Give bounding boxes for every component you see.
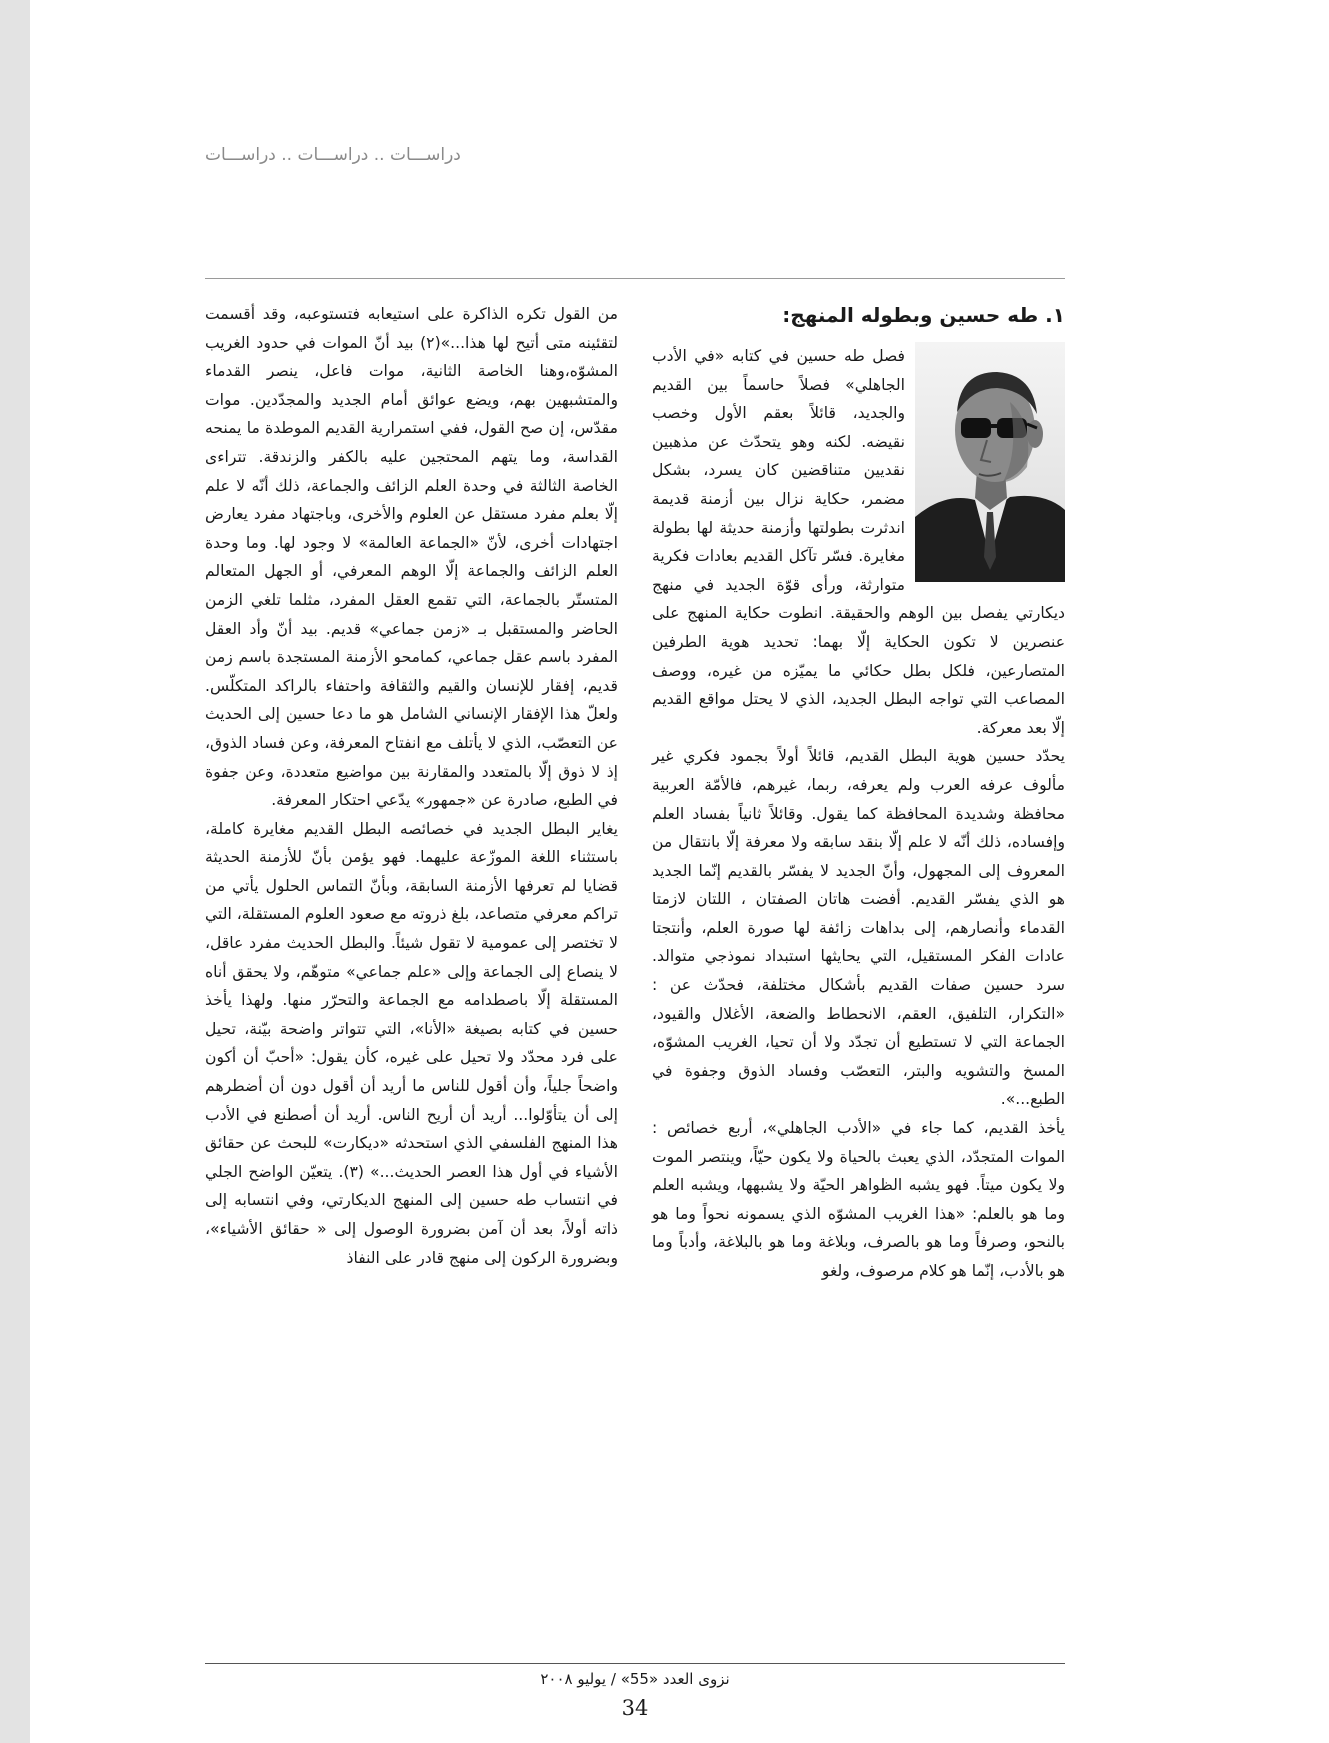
left-column xyxy=(205,300,618,1272)
footer-rule xyxy=(205,1663,1065,1664)
header-rule xyxy=(205,278,1065,279)
author-portrait-photo xyxy=(915,342,1065,582)
running-header: دراســـات .. دراســـات .. دراســـات xyxy=(205,145,461,165)
paragraph: يحدّد حسين هوية البطل القديم، قائلاً أولاً بجمود فكري غير مألوف عرفه العرب ولم يعرفه، ربما، غيرهم، فالأمّة العربية محافظة وشديدة المحافظة كما يقول. وقائلاً ثانياً بفساد العلم وإفساده، ذلك أنّه لا علم إلّا بنقد سابقه ولا معرفة إلّا بانتقال من المعروف إلى المجهول، وأنّ الجديد لا يفسّر بالقديم إنّما الجديد هو الذي يفسّر القديم. أفضت هاتان الصفتان ، اللتان لازمتا القدماء وأنصارهم، إلى بداهات زائفة لها صورة العلم، وأنتجتا عادات الفكر المستقيل، التي يحايثها استبداد نموذجي متوالد. سرد حسين صفات القديم بأشكال مختلفة، فحدّث عن : «التكرار، التلفيق، العقم، الانحطاط والضعة، الأغلال والقيود، الجماعة التي لا تستطيع أن تجدّد ولا أن تحيا، الغريب المشوّه، المسخ والتشويه والبتر، التعصّب وفساد الذوق وجفوة في الطبع...». xyxy=(652,747,1065,1109)
right-column xyxy=(652,300,1065,1286)
section-heading: ١. طه حسين وبطوله المنهج: xyxy=(782,303,1065,327)
footer-issue-info: نزوى العدد «55» / يوليو ٢٠٠٨ xyxy=(540,1670,730,1688)
paragraph: فصل طه حسين في كتابه «في الأدب الجاهلي» فصلاً حاسماً بين القديم والجديد، قائلاً بعقم الأول وخصب نقيضه. لكنه وهو يتحدّث عن مذهبين نقديين متناقضين كان يسرد، بشكل مضمر، حكاية نزال بين أزمنة قديمة اندثرت بطولتها وأزمنة حديثة لها بطولة مغايرة. فسّر تآكل القديم بعادات فكرية متوارثة، ورأى قوّة الجديد في منهج ديكارتي يفصل بين الوهم والحقيقة. انطوت حكاية المنهج على عنصرين لا تكون الحكاية إلّا بهما: تحديد هوية الطرفين المتصارعين، فلكل بطل حكائي ما يميّزه من غيره، ووصف المصاعب التي تواجه البطل الجديد، الذي لا يحتل مواقع القديم إلّا بعد معركة. xyxy=(652,347,1065,737)
page-edge-band xyxy=(0,0,30,1743)
paragraph: يأخذ القديم، كما جاء في «الأدب الجاهلي»، أربع خصائص : الموات المتجدّد، الذي يعبث بالحياة ولا يكون حيّاً، وينتصر الموت ولا يكون ميتاً. فهو يشبه الظواهر الحيّة ولا يشبهها، ويشبه العلم وما هو بالعلم: «هذا الغريب المشوّه الذي يسمونه نحواً وما هو بالنحو، وصرفاً وما هو بالصرف، وبلاغة وما هو بالبلاغة، وأدباً وما هو بالأدب، إنّما هو كلام مرصوف، ولغو xyxy=(652,1119,1065,1280)
page-number: 34 xyxy=(621,1696,649,1720)
paragraph: يغاير البطل الجديد في خصائصه البطل القديم مغايرة كاملة، باستثناء اللغة الموزّعة عليهما. فهو يؤمن بأنّ للأزمنة الحديثة قضايا لم تعرفها الأزمنة السابقة، وبأنّ التماس الحلول يأتي من تراكم معرفي متصاعد، بلغ ذروته مع صعود العلوم المستقلة، التي لا تختصر إلى عمومية لا تقول شيئاً. والبطل الحديث مفرد عاقل، لا ينصاع إلى الجماعة وإلى «علم جماعي» متوهّم، ولا يحقق أناه المستقلة إلّا باصطدامه مع الجماعة والتحرّر منها. ولهذا يأخذ حسين في كتابه بصيغة «الأنا»، التي تتواتر واضحة بيّنة، تحيل على فرد محدّد ولا تحيل على غيره، كأن يقول: «أحبّ أن أكون واضحاً جلياً، وأن أقول للناس ما أريد أن أقول دون أن أضطرهم إلى أن يتأوّلوا... أريد أن أريح الناس. أريد أن أصطنع في الأدب هذا المنهج الفلسفي الذي استحدثه «ديكارت» للبحث عن حقائق الأشياء في أول هذا العصر الحديث...» (٣). يتعيّن الواضح الجلي في انتساب طه حسين إلى المنهج الديكارتي، وفي انتسابه إلى ذاته أولاً، بعد أن آمن بضرورة الوصول إلى « حقائق الأشياء»، وبضرورة الركون إلى منهج قادر على النفاذ xyxy=(205,819,618,1267)
paragraph: من القول تكره الذاكرة على استيعابه فتستوعبه، وقد أقسمت لتقئينه متى أتيح لها هذا...»(٢) بيد أنّ الموات في حدود الغريب المشوّه،وهنا الخاصة الثانية، موات فاعل، ينصر القدماء والمتشبهين بهم، ويضع عوائق أمام الجديد والمجدّدين. موات مقدّس، إن صح القول، ففي استمرارية القديم الموطدة ما يمنحه القداسة، وما يتهم المحتجين عليه بالكفر والزندقة. تتراءى الخاصة الثالثة في وحدة العلم الزائف والجماعة، ذلك أنّه لا علم إلّا بعلم مفرد مستقل عن العلوم والأخرى، وباجتهاد مفرد يعارض اجتهادات أخرى، لأنّ «الجماعة العالمة» لا وجود لها. وما وحدة العلم الزائف والجماعة إلّا الوهم المعرفي، أو الجهل المتعالم المتستّر بالجماعة، التي تقمع العقل المفرد، مثلما تلغي الزمن الحاضر والمستقبل بـ «زمن جماعي» قديم. بيد أنّ وأد العقل المفرد باسم عقل جماعي، كمامحو الأزمنة المستجدة باسم زمن قديم، إفقار للإنسان والقيم والثقافة واحتفاء بالراكد المتكلّس. ولعلّ هذا الإفقار الإنساني الشامل هو ما دعا حسين إلى الحديث عن التعصّب، الذي لا يأتلف مع انفتاح المعرفة، وعن فساد الذوق، إذ لا ذوق إلّا بالمتعدد والمقارنة بين مواضيع متعددة، وعن جفوة في الطبع، صادرة عن «جمهور» يدّعي احتكار المعرفة. xyxy=(205,305,618,810)
